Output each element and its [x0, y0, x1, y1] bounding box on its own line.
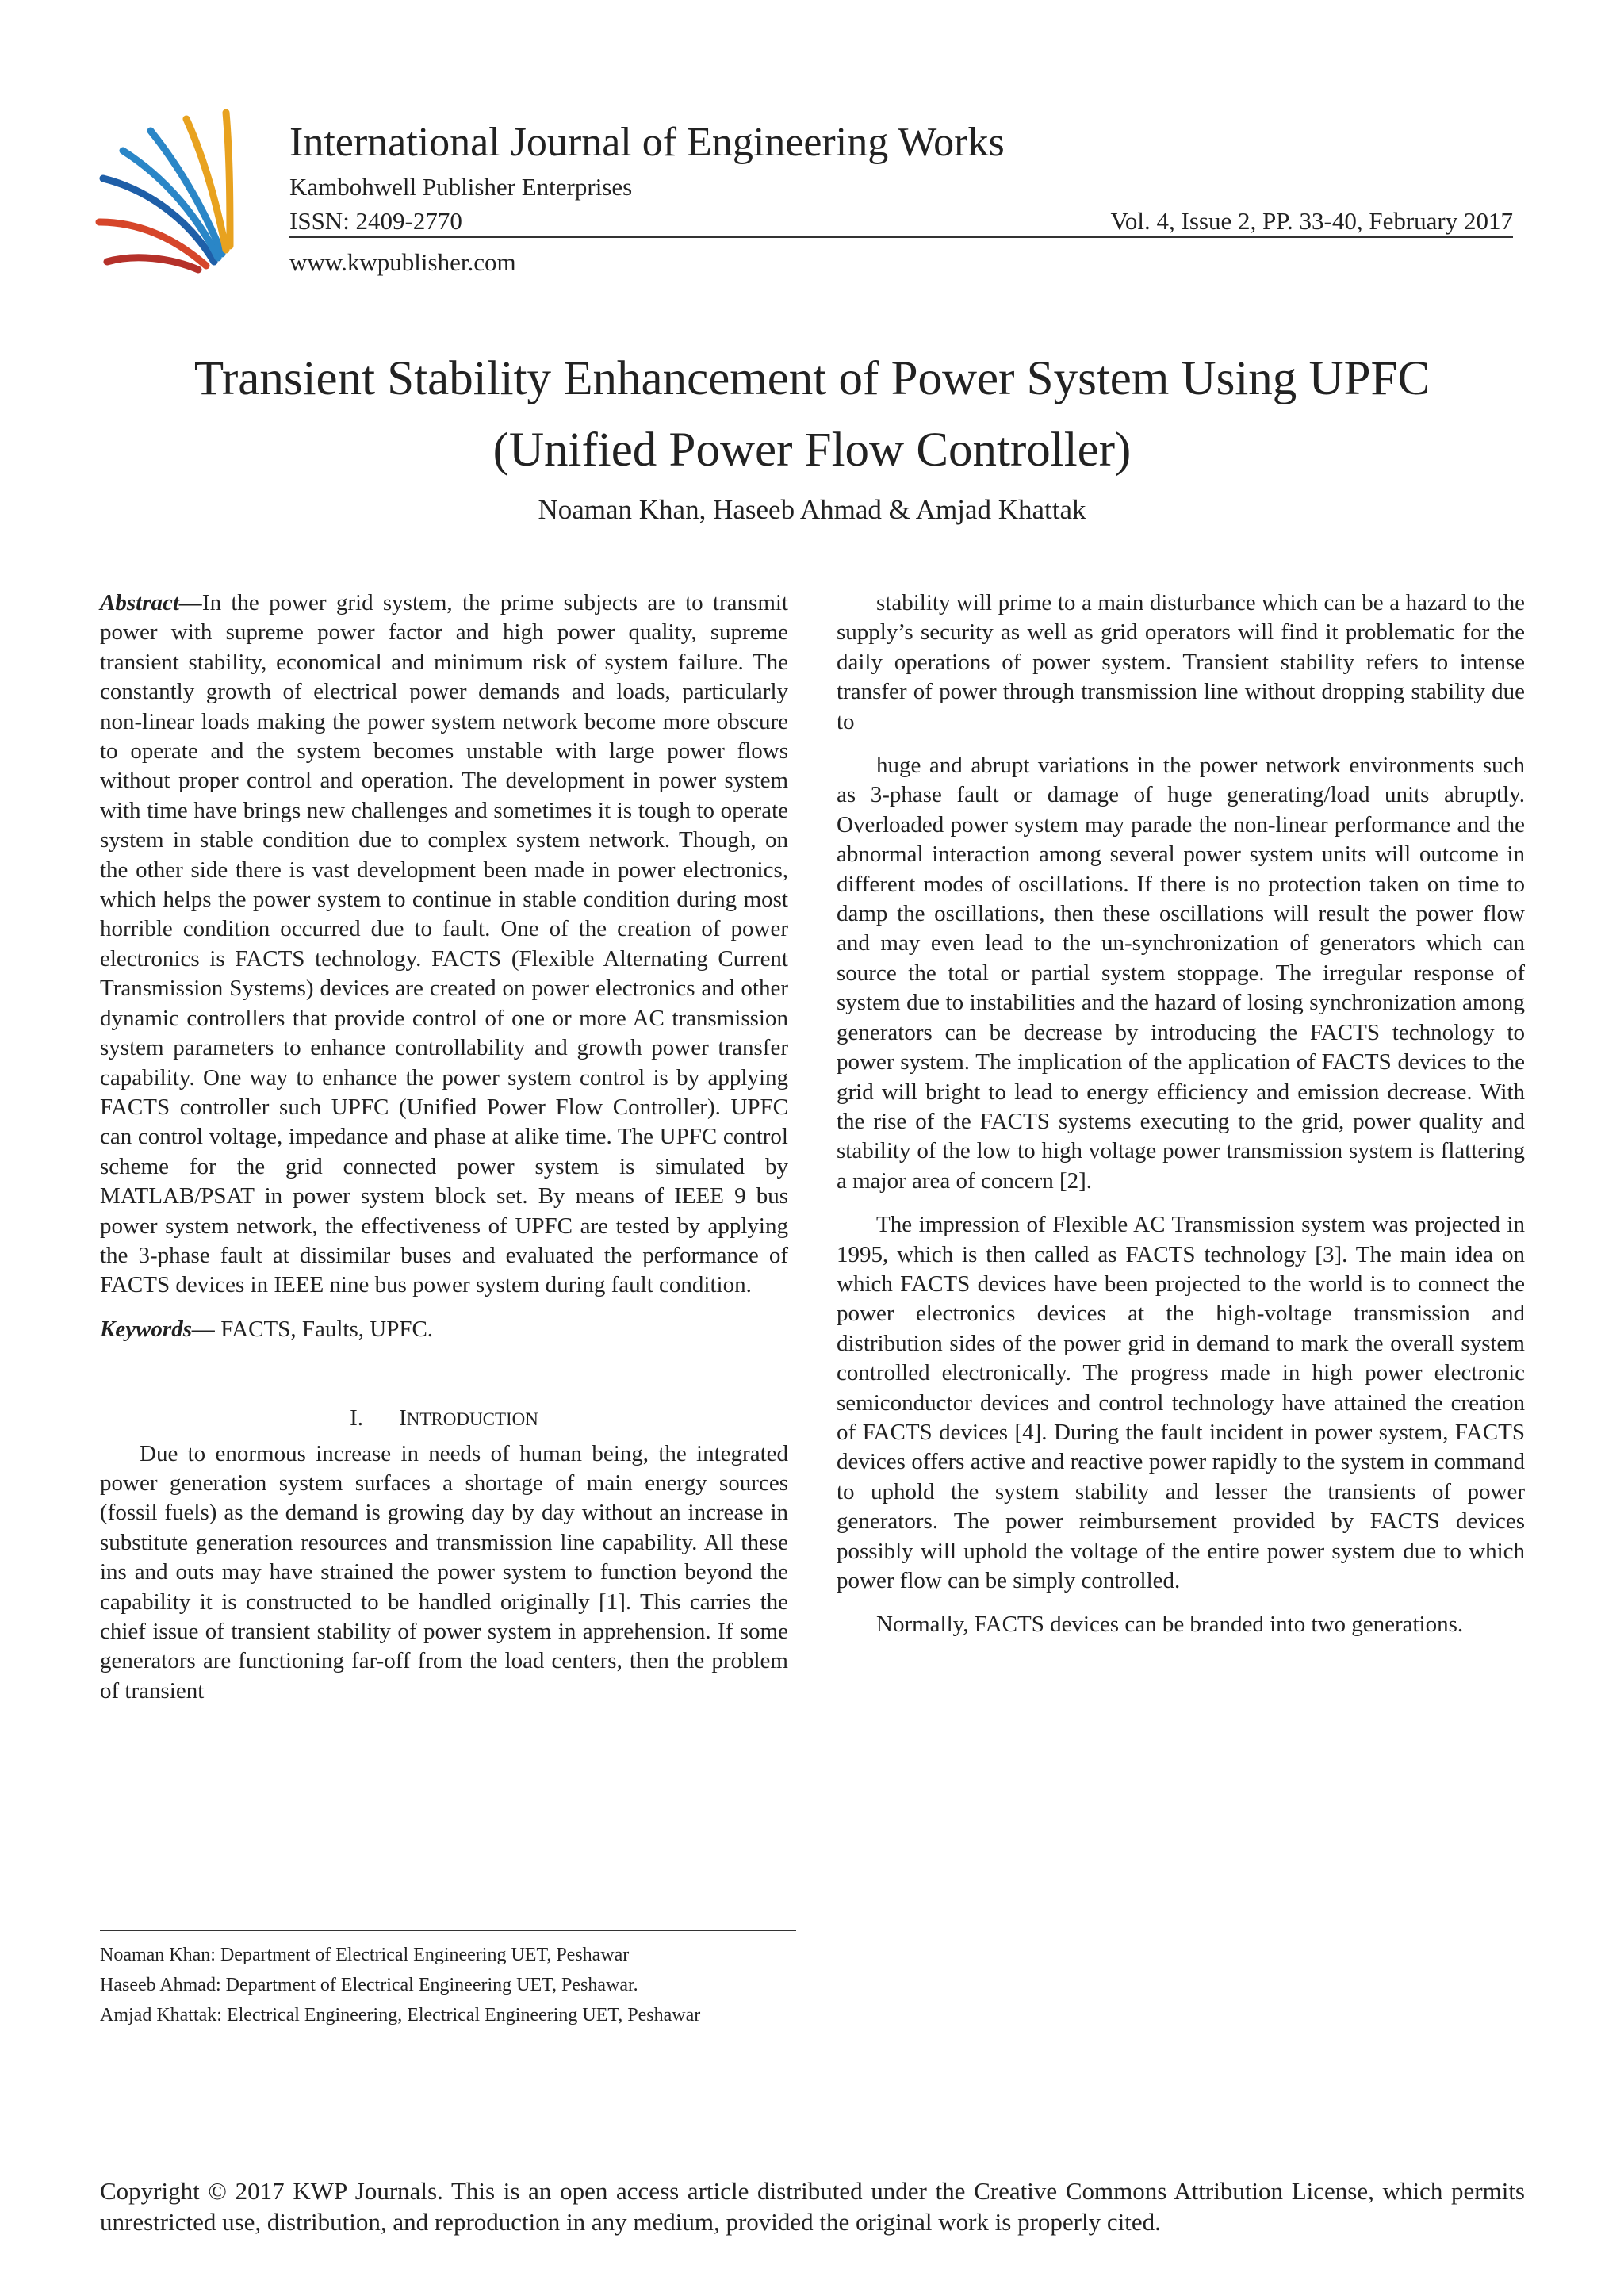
header-divider	[289, 236, 1513, 238]
right-paragraph-2: huge and abrupt variations in the power network environments such as 3-phase fault or damage of huge generating/load units abruptly. Overloaded power system may parade the non-linear performance and the abnormal interaction among several power system units will outcome in different modes of oscillations. If there is no protection taken on time to damp the oscillations, then these oscillations will result the power flow and may even lead to the un-synchronization of generators which can source the total or partial system stoppage. The irregular response of system due to instabilities and the hazard of losing synchronization among generators can be decrease by introducing the FACTS technology to power system. The implication of the application of FACTS devices to the grid will bright to lead to energy efficiency and emission decrease. With the rise of the FACTS systems executing to the grid, power quality and stability of the low to high voltage power transmission system is flattering a major area of concern [2].	[837, 753, 1525, 1194]
section-number: I.	[350, 1405, 364, 1432]
affiliation-2: Haseeb Ahmad: Department of Electrical Engineering UET, Peshawar.	[100, 1975, 638, 1995]
journal-title: International Journal of Engineering Works	[289, 120, 1005, 165]
abstract	[100, 588, 788, 1301]
keywords-label: Keywords	[100, 1316, 192, 1342]
section-title-initial: I	[399, 1405, 407, 1432]
volume-info: Vol. 4, Issue 2, PP. 33-40, February 2017	[1110, 207, 1513, 235]
affiliation-1: Noaman Khan: Department of Electrical Engineering UET, Peshawar	[100, 1945, 630, 1965]
paper-title	[0, 343, 1624, 486]
right-column	[837, 588, 1525, 1640]
author-affiliations	[100, 1940, 700, 2030]
journal-website-link[interactable]: www.kwpublisher.com	[289, 248, 516, 276]
right-paragraph-1: stability will prime to a main disturbance which can be a hazard to the supply’s security as well as grid operators will find it problematic for the daily operations of power system. Transient stability refers to intense transfer of power through transmission line without dropping stability due to	[837, 590, 1525, 734]
striped-feather-logo-icon	[95, 103, 278, 274]
paper-title-line-2: (Unified Power Flow Controller)	[492, 424, 1132, 477]
keywords	[100, 1315, 788, 1344]
keywords-text: FACTS, Faults, UPFC.	[215, 1316, 434, 1342]
abstract-text: In the power grid system, the prime subjects are to transmit power with supreme power factor and high power quality, supreme transient stability, economical and minimum risk of system failure. The constantly growth of electrical power demands and loads, particularly non-linear loads making the power system network become more obscure to operate and the system becomes unstable with large power flows without proper control and operation. The development in power system with time have brings new challenges and sometimes it is tough to operate system in stable condition due to complex system network. Though, on the other side there is vast development been made in power electronics, which helps the power system to continue in stable condition during most horrible condition occurred due to fault. One of the creation of power electronics is FACTS technology. FACTS (Flexible Alternating Current Transmission Systems) devices are created on power electronics and other dynamic controllers that provide control of one or more AC transmission system parameters to enhance controllability and growth power transfer capability. One way to enhance the power system control is by applying FACTS controller such UPFC (Unified Power Flow Controller). UPFC can control voltage, impedance and phase at alike time. The UPFC control scheme for the grid connected power system is simulated by MATLAB/PSAT in power system block set. By means of IEEE 9 bus power system network, the effectiveness of UPFC are tested by applying the 3-phase fault at dissimilar buses and evaluated the performance of FACTS devices in IEEE nine bus power system during fault condition.	[100, 590, 788, 1298]
abstract-label: Abstract	[100, 590, 179, 615]
keywords-dash: —	[192, 1316, 215, 1342]
section-title-rest: NTRODUCTION	[406, 1409, 538, 1430]
publisher-name: Kambohwell Publisher Enterprises	[289, 173, 633, 201]
footnote-divider	[100, 1930, 796, 1931]
right-paragraph-4: Normally, FACTS devices can be branded into two generations.	[876, 1612, 1464, 1638]
authors: Noaman Khan, Haseeb Ahmad & Amjad Khattak	[538, 494, 1086, 525]
section-heading-introduction	[100, 1404, 788, 1434]
issn: ISSN: 2409-2770	[289, 207, 462, 235]
paper-title-line-1: Transient Stability Enhancement of Power System Using UPFC	[193, 352, 1431, 405]
abstract-dash: —	[178, 590, 202, 615]
intro-paragraph-1: Due to enormous increase in needs of human being, the integrated power generation system surfaces a shortage of main energy sources (fossil fuels) as the demand is growing day by day without an increase in substitute generation resources and transmission line capability. All these ins and outs may have strained the power system to function beyond the capability it is constructed to be handled originally [1]. This carries the chief issue of transient stability of power system in apprehension. If some generators are functioning far-off from the load centers, then the problem of transient	[100, 1440, 788, 1704]
right-paragraph-3: The impression of Flexible AC Transmission system was projected in 1995, which is then called as FACTS technology [3]. The main idea on which FACTS devices have been projected to the world is to connect the power electronics devices at the high-voltage transmission and distribution sides of the power grid in demand to mark the overall system controlled electronically. The progress made in high power electronic semiconductor devices and control technology have attained the creation of FACTS devices [4]. During the fault incident in power system, FACTS devices offers active and reactive power rapidly to the system in command to uphold the system stability and lesser the transients of power generators. The power reimbursement provided by FACTS devices possibly will uphold the voltage of the entire power system due to which power flow can be simply controlled.	[837, 1212, 1525, 1593]
left-column	[100, 588, 788, 1706]
copyright-notice: Copyright © 2017 KWP Journals. This is an open access article distributed under the Creative Commons Attribution License, which permits unrestricted use, distribution, and reproduction in any medium, provided the original work is properly cited.	[100, 2177, 1525, 2236]
affiliation-3: Amjad Khattak: Electrical Engineering, Electrical Engineering UET, Peshawar	[100, 2005, 701, 2026]
journal-logo	[95, 103, 278, 274]
